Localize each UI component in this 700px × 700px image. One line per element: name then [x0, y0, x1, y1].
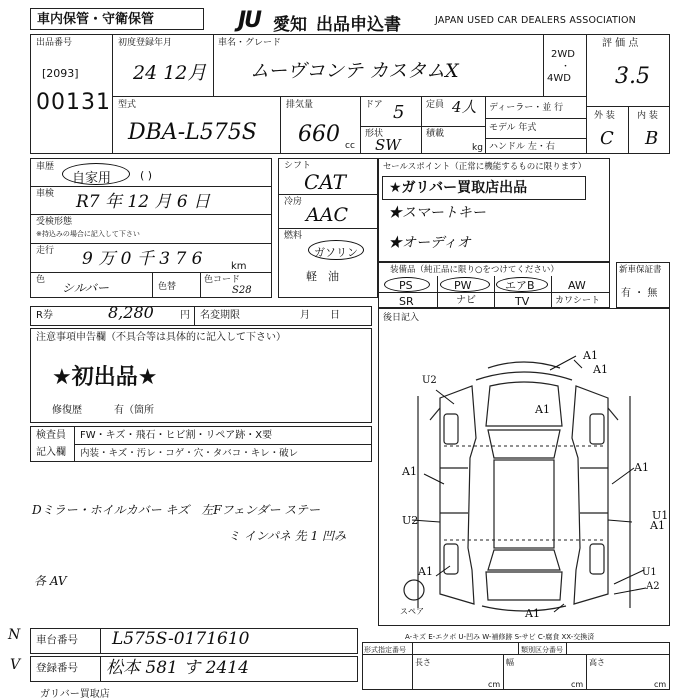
damage-mark-front-right: A1: [593, 363, 608, 376]
width-label: 幅: [506, 658, 514, 667]
damage-mark-right-rear-a2: A2: [646, 581, 660, 592]
selling-point-1: ★スマートキー: [388, 205, 486, 221]
chassis-check-mark: N: [8, 627, 21, 643]
exterior-grade: C: [600, 128, 614, 149]
car-diagram: [378, 308, 670, 626]
damage-mark-left-rear: A1: [418, 565, 433, 578]
class-no-label: 類別区分番号: [521, 646, 563, 654]
new-car-warranty-value: 有 ・ 無: [621, 288, 658, 299]
first-registration-label: 初度登録年月: [118, 38, 173, 48]
fuel-label: 燃料: [284, 231, 303, 241]
inspection-row-1: FW・キズ・飛石・ヒビ割・リペア跡・X要: [80, 430, 273, 441]
interior-label: 内 装: [637, 111, 658, 121]
damage-mark-right-rear-u1: U1: [642, 567, 657, 578]
equip-airbag: エアB: [505, 279, 535, 292]
ju-logo: JU: [238, 8, 261, 33]
deadline-label: 名変期限: [200, 310, 240, 321]
doors-value: 5: [393, 102, 405, 123]
selling-point-2: ★オーディオ: [388, 235, 471, 251]
storage-badge-text: 車内保管・守衛保管: [37, 12, 155, 27]
gulliver-banner-text: ★ガリバー買取店出品: [389, 180, 528, 196]
deadline-value: 月 日: [300, 310, 340, 321]
repair-label: 修復歴: [52, 405, 82, 416]
model-year-label: モデル 年式: [489, 123, 537, 133]
shift-value: CAT: [304, 170, 346, 194]
color-code-value: S28: [232, 285, 252, 296]
km-unit: km: [231, 261, 247, 272]
damage-mark-rear-bumper: A1: [525, 607, 540, 620]
capacity-label: 定員: [426, 100, 445, 110]
damage-mark-hood: A1: [535, 403, 550, 416]
inspection-mode-label: 受検形態: [36, 217, 73, 227]
cc-unit: cc: [345, 141, 355, 151]
repair-value: 有（箇所: [114, 405, 154, 416]
fuel-value: ガソリン: [314, 246, 358, 259]
grade-label: 評 価 点: [602, 38, 639, 49]
damage-mark-left-door-u2: U2: [402, 514, 419, 527]
equip-leather-seat: カワシート: [555, 296, 601, 306]
color-label: 色: [36, 275, 46, 285]
inspection-row-2: 内装・キズ・汚レ・コゲ・穴・タバコ・キレ・破レ: [80, 448, 299, 459]
damage-mark-front-bumper: A1: [583, 349, 598, 362]
history-label: 車歴: [36, 162, 55, 172]
drive-2wd: 2WD: [551, 49, 575, 60]
equip-navi: ナビ: [456, 295, 476, 306]
type-label: 型式: [118, 100, 137, 110]
recycle-value: 8,280: [108, 303, 154, 322]
chassis-label: 車台番号: [36, 634, 78, 646]
color-value: シルバー: [62, 281, 109, 295]
exterior-label: 外 装: [594, 111, 615, 121]
handle-label: ハンドル 左・右: [489, 142, 555, 152]
form-no-label: 形式指定番号: [364, 646, 406, 654]
shape-label: 形状: [365, 129, 384, 139]
fuel-alt: 軽 油: [306, 270, 339, 283]
damage-mark-right-door-a1: A1: [650, 519, 665, 532]
grade-value: 3.5: [615, 64, 650, 89]
storage-badge: [30, 8, 204, 30]
recycle-yen: 円: [180, 310, 190, 321]
displacement-label: 排気量: [286, 100, 314, 110]
inspection-mode-note: ※持込みの場合に記入して下さい: [36, 230, 140, 238]
inspector-entry-label: 記入欄: [36, 447, 66, 458]
model-value: ムーヴコンテ カスタムX: [250, 60, 459, 82]
height-unit: cm: [654, 680, 667, 689]
spare-label: スペア: [400, 607, 424, 616]
remarks-line-2: ミ インパネ 先 1 凹み: [228, 529, 347, 543]
ac-label: 冷房: [284, 197, 303, 207]
lot-number: 00131: [36, 90, 111, 115]
length-unit: cm: [488, 680, 501, 689]
remarks-line-3: 各 AV: [34, 574, 67, 588]
notes-label: 注意事項申告欄（不具合等は具体的に記入して下さい）: [36, 332, 286, 343]
mileage-label: 走行: [36, 246, 55, 256]
chassis-value: L575S-0171610: [112, 629, 250, 649]
equip-aw: AW: [568, 279, 586, 292]
length-label: 長さ: [415, 658, 431, 667]
dealer-label: ディーラー・並 行: [489, 103, 564, 113]
model-label: 車名・グレード: [218, 38, 282, 48]
ac-value: AAC: [306, 204, 348, 226]
lot-bracket-number: [2093]: [42, 67, 79, 80]
lot-label: 出品番号: [36, 38, 73, 48]
plate-value: 松本 581 す 2414: [106, 658, 249, 678]
drive-separator: ・: [561, 62, 571, 72]
remarks-line-1: Dミラー・ホイルカバー キズ 左Fフェンダー ステー: [32, 503, 321, 517]
equipment-label: 装備品（純正品に限り○をつけてください）: [390, 265, 559, 275]
org-name: 愛知: [273, 15, 307, 35]
first-listing-stamp: ★初出品★: [52, 365, 158, 390]
rear-entry-label: 後日記入: [383, 313, 420, 323]
shaken-value: R7 年 12 月 6 日: [76, 192, 211, 212]
load-label: 積載: [426, 129, 445, 139]
footer-text: ガリバー買取店: [40, 689, 110, 700]
doors-label: ドア: [365, 100, 383, 110]
association-name: JAPAN USED CAR DEALERS ASSOCIATION: [435, 15, 636, 26]
recycle-label: R券: [36, 310, 53, 321]
kg-unit: kg: [472, 143, 483, 153]
damage-mark-right-fender: A1: [634, 461, 649, 474]
first-registration-value: 24 12月: [133, 62, 207, 84]
selling-points-label: セールスポイント（正常に機能するものに限ります）: [383, 162, 587, 172]
equip-sr: SR: [399, 295, 414, 308]
equip-ps: PS: [399, 279, 413, 292]
damage-mark-right-door-u1: U1: [652, 509, 669, 522]
capacity-value: 4人: [452, 98, 477, 116]
damage-legend: A-キズ E-エクボ U-凹み W-補修跡 S-サビ C-腐食 XX-交換済: [405, 633, 595, 641]
displacement-value: 660: [298, 122, 340, 147]
height-label: 高さ: [589, 658, 605, 667]
inspector-label: 検査員: [36, 430, 66, 441]
damage-mark-left-fender: A1: [402, 465, 417, 478]
width-unit: cm: [571, 680, 584, 689]
shaken-label: 車検: [36, 189, 55, 199]
form-title: 出品申込書: [316, 15, 401, 35]
gulliver-banner: [382, 176, 586, 200]
shape-value: SW: [375, 136, 401, 154]
new-car-warranty-label: 新車保証書: [619, 265, 662, 275]
color-code-label: 色コード: [204, 275, 241, 285]
plate-label: 登録番号: [36, 662, 78, 674]
color-replace-label: 色替: [158, 282, 177, 292]
history-value: 自家用: [72, 171, 112, 186]
shift-label: シフト: [284, 161, 312, 171]
drive-4wd: 4WD: [547, 73, 571, 84]
history-bracket: ( ): [140, 169, 153, 182]
equip-pw: PW: [454, 279, 472, 292]
plate-check-mark: V: [10, 657, 21, 673]
dimensions-block: [362, 642, 670, 690]
equip-tv: TV: [515, 295, 530, 308]
damage-mark-left-front-u2: U2: [422, 375, 437, 386]
type-value: DBA-L575S: [128, 120, 257, 145]
interior-grade: B: [645, 128, 659, 149]
mileage-value: 9 万 0 千 3 7 6: [82, 249, 203, 269]
